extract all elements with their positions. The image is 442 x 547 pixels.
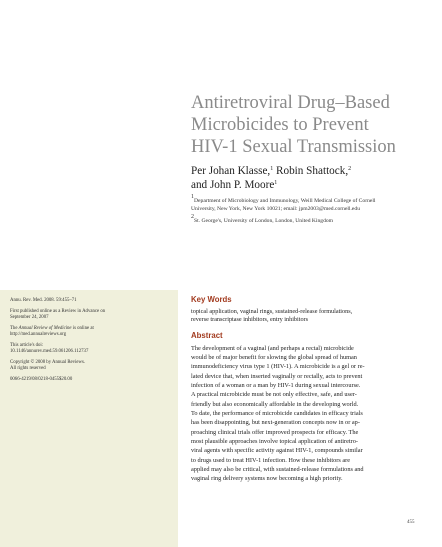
author-name: Per Johan Klasse, [191, 165, 271, 177]
author-list [191, 165, 431, 192]
affiliation [191, 214, 431, 226]
abstract-line: friendly but also economically affordable in the developing world. [191, 400, 359, 408]
journal-url[interactable]: http://med.annualreviews.org [10, 332, 67, 338]
first-published [10, 309, 170, 322]
online-prefix: The [10, 325, 19, 331]
copyright [10, 360, 170, 373]
keywords-heading: Key Words [191, 295, 232, 304]
page-number: 455 [407, 520, 415, 525]
first-published-line: First published online as a Review in Advance on [10, 308, 106, 314]
abstract-line: vaginal ring delivery systems now becoming a high priority. [191, 475, 343, 483]
abstract-line: immunodeficiency virus type 1 (HIV-1). A microbicide is a gel or re- [191, 363, 365, 371]
title-line: Antiretroviral Drug–Based [191, 93, 390, 113]
author-name: Robin Shattock, [273, 165, 349, 177]
affiliation-marker: 2 [348, 166, 352, 172]
doi [10, 343, 170, 356]
abstract-line: proaching clinical trials offer improved prospects for efficacy. The [191, 428, 359, 436]
author-name: and John P. Moore [191, 178, 275, 191]
main-column [191, 295, 429, 484]
affiliation-line [191, 214, 431, 226]
abstract-line: viral agents with specific activity against HIV-1, compounds similar [191, 447, 363, 455]
author-line [191, 165, 431, 179]
abstract-line: infection of a woman or a man by HIV-1 during sexual intercourse. [191, 381, 361, 389]
abstract-line: applied may also be critical, with sustained-release formulations and [191, 466, 364, 474]
keywords-line: reverse transcriptase inhibitors, entry inhibitors [191, 316, 309, 324]
abstract-line: most plausible approaches involve topical application of antiretro- [191, 438, 358, 446]
issn: 0066-4219/08/0218-0455$20.00 [10, 377, 73, 383]
abstract-line: To date, the performance of microbicide candidates in efficacy trials [191, 410, 363, 417]
author-line [191, 179, 431, 193]
abstract-line: A practical microbicide must be not only effective, safe, and user- [191, 391, 357, 399]
doi-value[interactable]: 10.1146/annurev.med.59.061206.112737 [10, 349, 89, 355]
affiliation-line [191, 194, 431, 206]
abstract-line: The development of a vaginal (and perhaps a rectal) microbicide [191, 344, 354, 352]
affiliation-text: Department of Microbiology and Immunology, Weill Medical College of Cornell [194, 198, 376, 204]
keywords-line: topical application, vaginal rings, sustained-release formulations, [191, 308, 353, 315]
keywords-list [191, 308, 429, 325]
abstract-text [191, 344, 429, 484]
abstract-line: has been disappointing, but next-generation concepts now in or ap- [191, 419, 360, 427]
article-title [191, 92, 426, 158]
abstract-line: lated device that, when inserted vaginally or rectally, acts to prevent [191, 372, 363, 380]
first-published-date: September 24, 2007 [10, 315, 49, 321]
citation: Annu. Rev. Med. 2008. 59:455–71 [10, 298, 77, 303]
online-suffix: is online at [71, 325, 94, 331]
affiliation-text: St. George's, University of London, London, United Kingdom [194, 218, 334, 225]
title-line: Microbicides to Prevent [191, 115, 369, 135]
abstract-heading: Abstract [191, 330, 223, 340]
article-info-sidebar [0, 290, 178, 547]
affiliation [191, 194, 431, 213]
copyright-line: Copyright © 2008 by Annual Reviews. [10, 360, 86, 366]
affiliation-marker: 2 [191, 214, 194, 221]
affiliation-marker: 1 [270, 166, 274, 172]
journal-name: Annual Review of Medicine [18, 325, 72, 331]
affiliation-marker: 1 [191, 194, 194, 200]
online-availability [10, 326, 170, 339]
affiliation-marker: 1 [274, 179, 278, 186]
rights-line: All rights reserved [10, 366, 46, 372]
affiliations [191, 194, 431, 230]
title-line: HIV-1 Sexual Transmission [191, 137, 396, 157]
affiliation-line: University, New York, New York 10021; email: jpm2003@med.cornell.edu [191, 205, 361, 212]
abstract-line: to drugs used to treat HIV-1 infection. How these inhibitors are [191, 456, 351, 464]
abstract-line: would be of major benefit for slowing the global spread of human [191, 353, 357, 361]
doi-label: This article's doi: [10, 342, 44, 348]
